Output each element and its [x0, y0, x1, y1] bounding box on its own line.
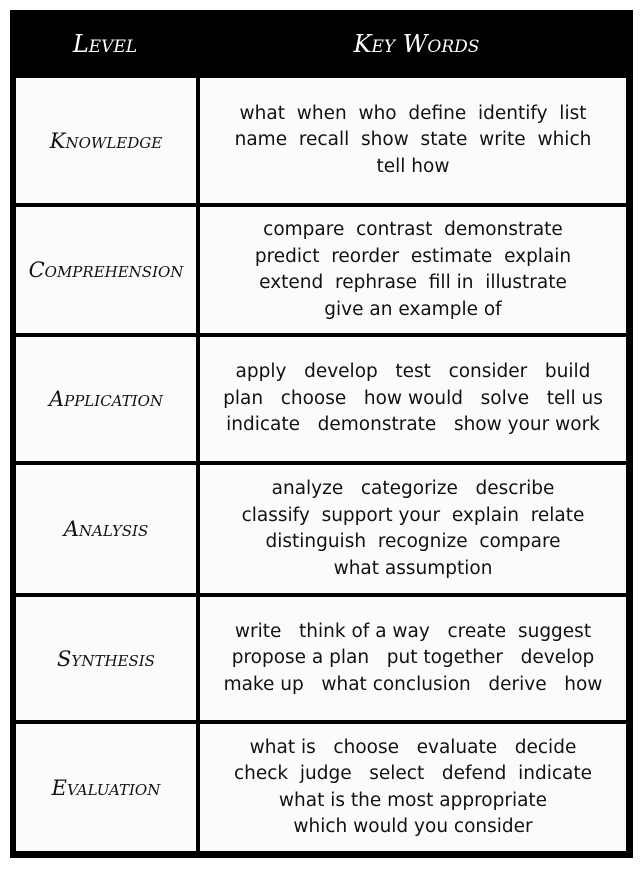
level-cell: Comprehension	[16, 207, 196, 333]
key-words-line: analyze categorize describe	[271, 478, 555, 499]
header-key-words: Key Words	[353, 30, 480, 58]
key-words-line: name recall show state write which	[234, 129, 592, 151]
key-words-line: indicate demonstrate show your work	[226, 414, 600, 436]
key-words-line: give an example of	[324, 298, 502, 320]
key-words-line: predict reorder estimate explain	[254, 245, 572, 267]
key-words-cell	[200, 207, 626, 333]
key-words-line: what when who define identify list	[239, 102, 587, 124]
key-words-line: check judge select defend indicate	[233, 763, 593, 784]
key-words-line: distinguish recognize compare	[265, 531, 561, 552]
level-cell: Application	[16, 337, 196, 461]
key-words-cell	[200, 337, 626, 461]
table-header	[10, 10, 633, 78]
key-words-line: classify support your explain relate	[241, 504, 585, 526]
key-words-line: what is the most appropriate	[278, 789, 548, 811]
table-body	[16, 78, 626, 851]
key-words-line: write think of a way create suggest	[234, 620, 592, 642]
key-words-line: tell how	[376, 155, 450, 177]
key-words-line: which would you consider	[293, 816, 533, 837]
key-words-cell	[200, 597, 626, 720]
key-words-line: propose a plan put together develop	[231, 647, 595, 669]
blooms-table	[10, 10, 633, 858]
level-cell: Synthesis	[16, 597, 196, 720]
key-words-line: make up what conclusion derive how	[223, 673, 603, 695]
key-words-line: plan choose how would solve tell us	[223, 387, 603, 409]
key-words-line: apply develop test consider build	[235, 361, 591, 383]
key-words-line: compare contrast demonstrate	[263, 219, 563, 240]
key-words-line: what assumption	[333, 557, 493, 579]
key-words-cell	[200, 724, 626, 851]
header-level: Level	[72, 30, 138, 58]
key-words-cell	[200, 465, 626, 593]
key-words-cell	[200, 78, 626, 203]
key-words-line: extend rephrase fill in illustrate	[259, 272, 567, 293]
level-cell: Evaluation	[16, 724, 196, 851]
level-cell: Analysis	[16, 465, 196, 593]
key-words-line: what is choose evaluate decide	[249, 736, 577, 758]
level-cell: Knowledge	[16, 78, 196, 203]
